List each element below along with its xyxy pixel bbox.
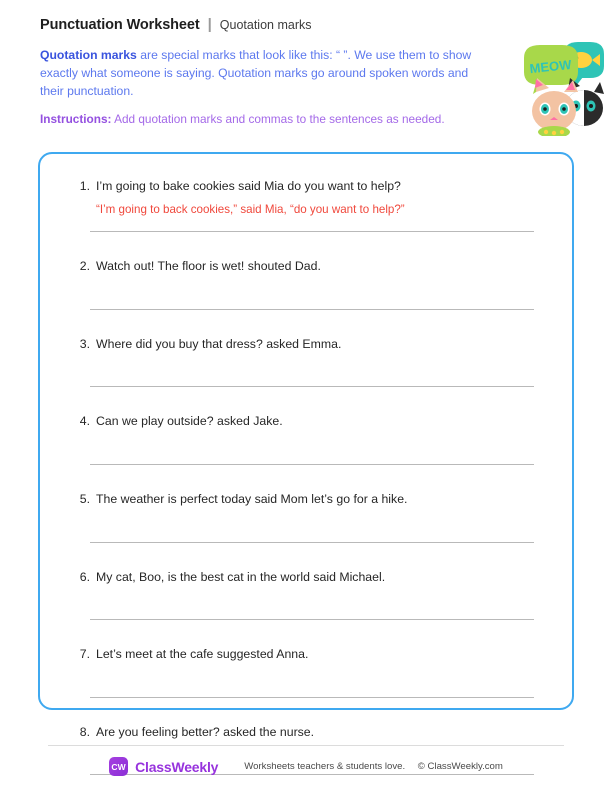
item-gap <box>76 232 548 254</box>
item-gap <box>76 543 548 565</box>
question-number: 7. <box>79 647 90 662</box>
question-text-row <box>76 413 548 430</box>
question-item <box>76 178 548 254</box>
instructions-line <box>40 111 540 128</box>
question-item <box>76 646 548 720</box>
item-gap <box>76 310 548 332</box>
classweekly-badge-icon: CW <box>109 757 128 776</box>
question-item <box>76 336 548 410</box>
question-text-row <box>76 258 548 275</box>
question-number: 1. <box>79 179 90 193</box>
intro-paragraph <box>40 46 492 100</box>
question-prompt: Are you feeling better? asked the nurse. <box>96 724 315 739</box>
question-number: 8. <box>79 724 90 739</box>
question-prompt: My cat, Boo, is the best cat in the world said Michael. <box>96 569 386 584</box>
question-prompt: I’m going to bake cookies said Mia do you want to help? <box>96 179 401 193</box>
question-text-row <box>76 569 548 586</box>
brand-logo <box>109 757 218 776</box>
footer-tagline <box>244 761 503 772</box>
answer-space[interactable] <box>76 217 548 231</box>
page-footer <box>0 757 612 776</box>
worksheet-box <box>38 152 574 739</box>
question-item <box>76 413 548 487</box>
question-text-row <box>76 336 548 353</box>
answer-space[interactable] <box>76 663 548 697</box>
question-text-row <box>76 724 548 741</box>
question-prompt: Let’s meet at the cafe suggested Anna. <box>96 647 309 662</box>
question-number: 2. <box>79 259 90 274</box>
question-text-row <box>76 646 548 663</box>
instructions-label: Instructions: <box>40 112 112 127</box>
svg-text:MEOW: MEOW <box>528 56 573 77</box>
question-prompt: The weather is perfect today said Mom let’s go for a hike. <box>96 492 408 507</box>
answer-space[interactable] <box>76 352 548 386</box>
brand-name: ClassWeekly <box>135 758 219 775</box>
intro-body-text: are special marks that look like this: “ ”. We use them to show exactly what someone is saying. Quotation marks go around spoken words and their punctuation. <box>40 48 472 99</box>
question-prompt: Where did you buy that dress? asked Emma. <box>96 336 342 351</box>
tagline-text: Worksheets teachers & students love. <box>244 761 406 772</box>
answer-space[interactable] <box>76 430 548 464</box>
title-subtitle: Quotation marks <box>219 18 312 32</box>
worksheet-header <box>40 16 540 128</box>
question-number: 4. <box>79 414 90 429</box>
page-title <box>40 16 540 33</box>
question-number: 5. <box>79 492 90 507</box>
footer-divider <box>48 745 564 746</box>
question-text-row <box>76 178 548 195</box>
intro-lead-term: Quotation marks <box>40 48 137 62</box>
copyright-text: © ClassWeekly.com <box>417 761 503 772</box>
cat-mascot-icon <box>502 38 604 136</box>
title-main: Punctuation Worksheet <box>40 17 200 33</box>
question-list <box>76 178 548 801</box>
item-gap <box>76 698 548 720</box>
question-prompt: Watch out! The floor is wet! shouted Dad. <box>96 259 321 274</box>
question-number: 3. <box>79 336 90 351</box>
cat-mascot-illustration <box>502 38 604 136</box>
instructions-text: Add quotation marks and commas to the sentences as needed. <box>111 112 445 127</box>
question-prompt: Can we play outside? asked Jake. <box>96 414 283 429</box>
item-gap <box>76 775 548 797</box>
item-gap <box>76 465 548 487</box>
item-gap <box>76 620 548 642</box>
peach-cat-icon <box>532 78 578 136</box>
answer-space[interactable] <box>76 275 548 309</box>
question-item <box>76 491 548 565</box>
answer-space[interactable] <box>76 585 548 619</box>
question-item <box>76 569 548 643</box>
question-number: 6. <box>79 569 90 584</box>
question-text-row <box>76 491 548 508</box>
item-gap <box>76 387 548 409</box>
answer-text: “I’m going to back cookies,” said Mia, “do you want to help?” <box>96 202 405 216</box>
title-separator: | <box>207 16 212 33</box>
question-item <box>76 258 548 332</box>
answer-space[interactable] <box>76 508 548 542</box>
